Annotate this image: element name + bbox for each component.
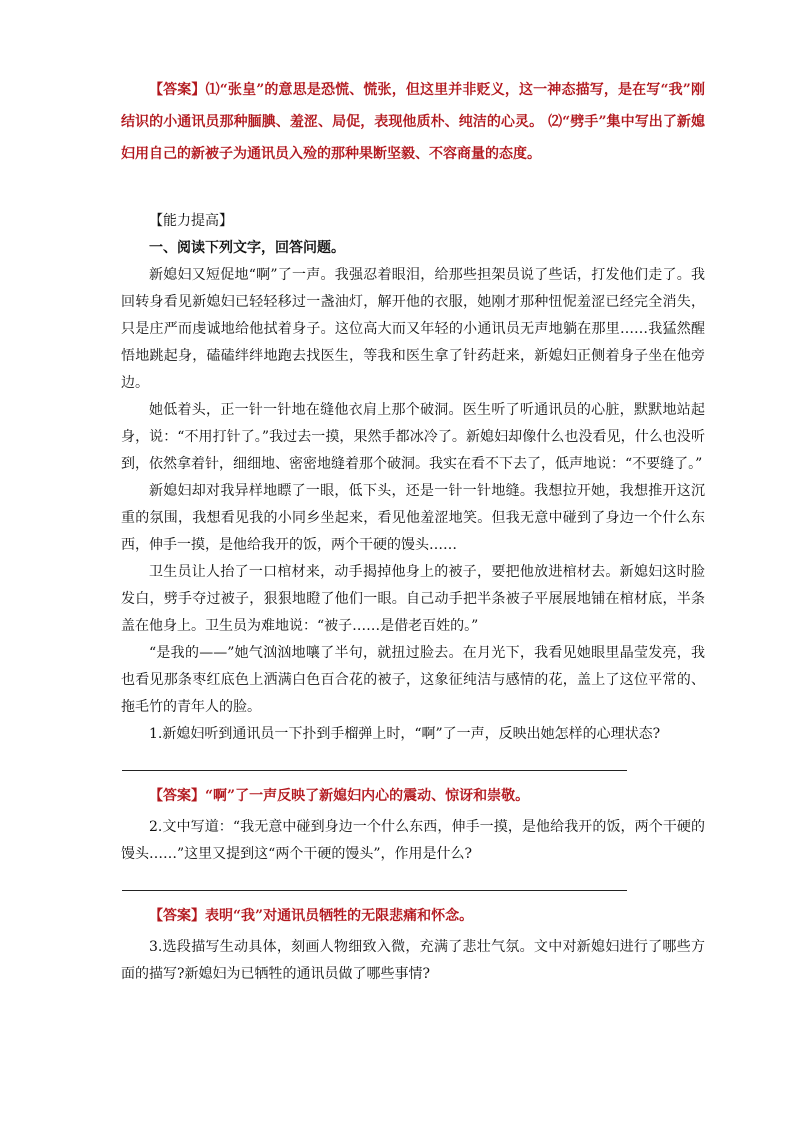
section-title: 【能力提高】 [149,213,233,229]
answer-text: 表明“我”对通讯员牺牲的无限悲痛和怀念。 [205,908,474,924]
answer-text: ⑴“张皇”的意思是恐慌、慌张，但这里并非贬义，这一神态描写，是在写“我”刚结识的小通讯员那种腼腆、羞涩、局促，表现他质朴、纯洁的心灵。 ⑵“劈手”集中写出了新媳妇用自己的新被子为通讯员入殓的那种果断坚毅、不容商量的态度。 [121,82,705,162]
answer-block-1 [121,74,705,170]
answer-block [121,903,705,930]
passage-paragraph: 新媳妇又短促地“啊”了一声。我强忍着眼泪，给那些担架员说了些话，打发他们走了。我回转身看见新媳妇已轻轻移过一盏油灯，解开他的衣服，她刚才那种忸怩羞涩已经完全消失，只是庄严而虔诚地给他拭着身子。这位高大而又年轻的小通讯员无声地躺在那里……我猛然醒悟地跳起身，磕磕绊绊地跑去找医生，等我和医生拿了针药赶来，新媳妇正侧着身子坐在他旁边。 [121,267,705,391]
passage-paragraph: 她低着头，正一针一针地在缝他衣肩上那个破洞。医生听了听通讯员的心脏，默默地站起身，说：“不用打针了。”我过去一摸，果然手都冰冷了。新媳妇却像什么也没看见，什么也没听到，依然拿着针，细细地、密密地缝着那个破洞。我实在看不下去了，低声地说：“不要缝了。” [121,402,705,472]
answer-text: “啊”了一声反映了新媳妇内心的震动、惊讶和崇敬。 [205,788,530,804]
question-prompt: 2.文中写道：“我无意中碰到身边一个什么东西，伸手一摸，是他给我开的饭，两个干硬的馒头……”这里又提到这“两个干硬的馒头”，作用是什么? [121,819,705,862]
question-prompt: 1.新媳妇听到通讯员一下扑到手榴弹上时，“啊”了一声，反映出她怎样的心理状态? [149,726,661,742]
answer-block [121,783,705,810]
question-prompt: 3.选段描写生动具体，刻画人物细致入微，充满了悲壮气氛。文中对新媳妇进行了哪些方面的描写?新媳妇为已牺牲的通讯员做了哪些事情? [121,939,705,982]
answer-label: 【答案】 [149,788,205,804]
passage-paragraph: 新媳妇却对我异样地瞟了一眼，低下头，还是一针一针地缝。我想拉开她，我想推开这沉重的氛围，我想看见我的小同乡坐起来，看见他羞涩地笑。但我无意中碰到了身边一个什么东西，伸手一摸，是他给我开的饭，两个干硬的馒头…… [121,483,705,553]
answer-label: 【答案】 [149,908,205,924]
passage-paragraph: “是我的——”她气汹汹地嚷了半句，就扭过脸去。在月光下，我看见她眼里晶莹发亮，我也看见那条枣红底色上洒满白色百合花的被子，这象征纯洁与感情的花，盖上了这位平常的、拖毛竹的青年人的脸。 [121,645,705,715]
passage-paragraph: 卫生员让人抬了一口棺材来，动手揭掉他身上的被子，要把他放进棺材去。新媳妇这时脸发白，劈手夺过被子，狠狠地瞪了他们一眼。自己动手把半条被子平展展地铺在棺材底，半条盖在他身上。卫生员为难地说：“被子……是借老百姓的。” [121,564,705,634]
question-heading: 一、阅读下列文字，回答问题。 [149,240,345,256]
answer-label: 【答案】 [149,82,206,98]
page-content [121,74,705,988]
